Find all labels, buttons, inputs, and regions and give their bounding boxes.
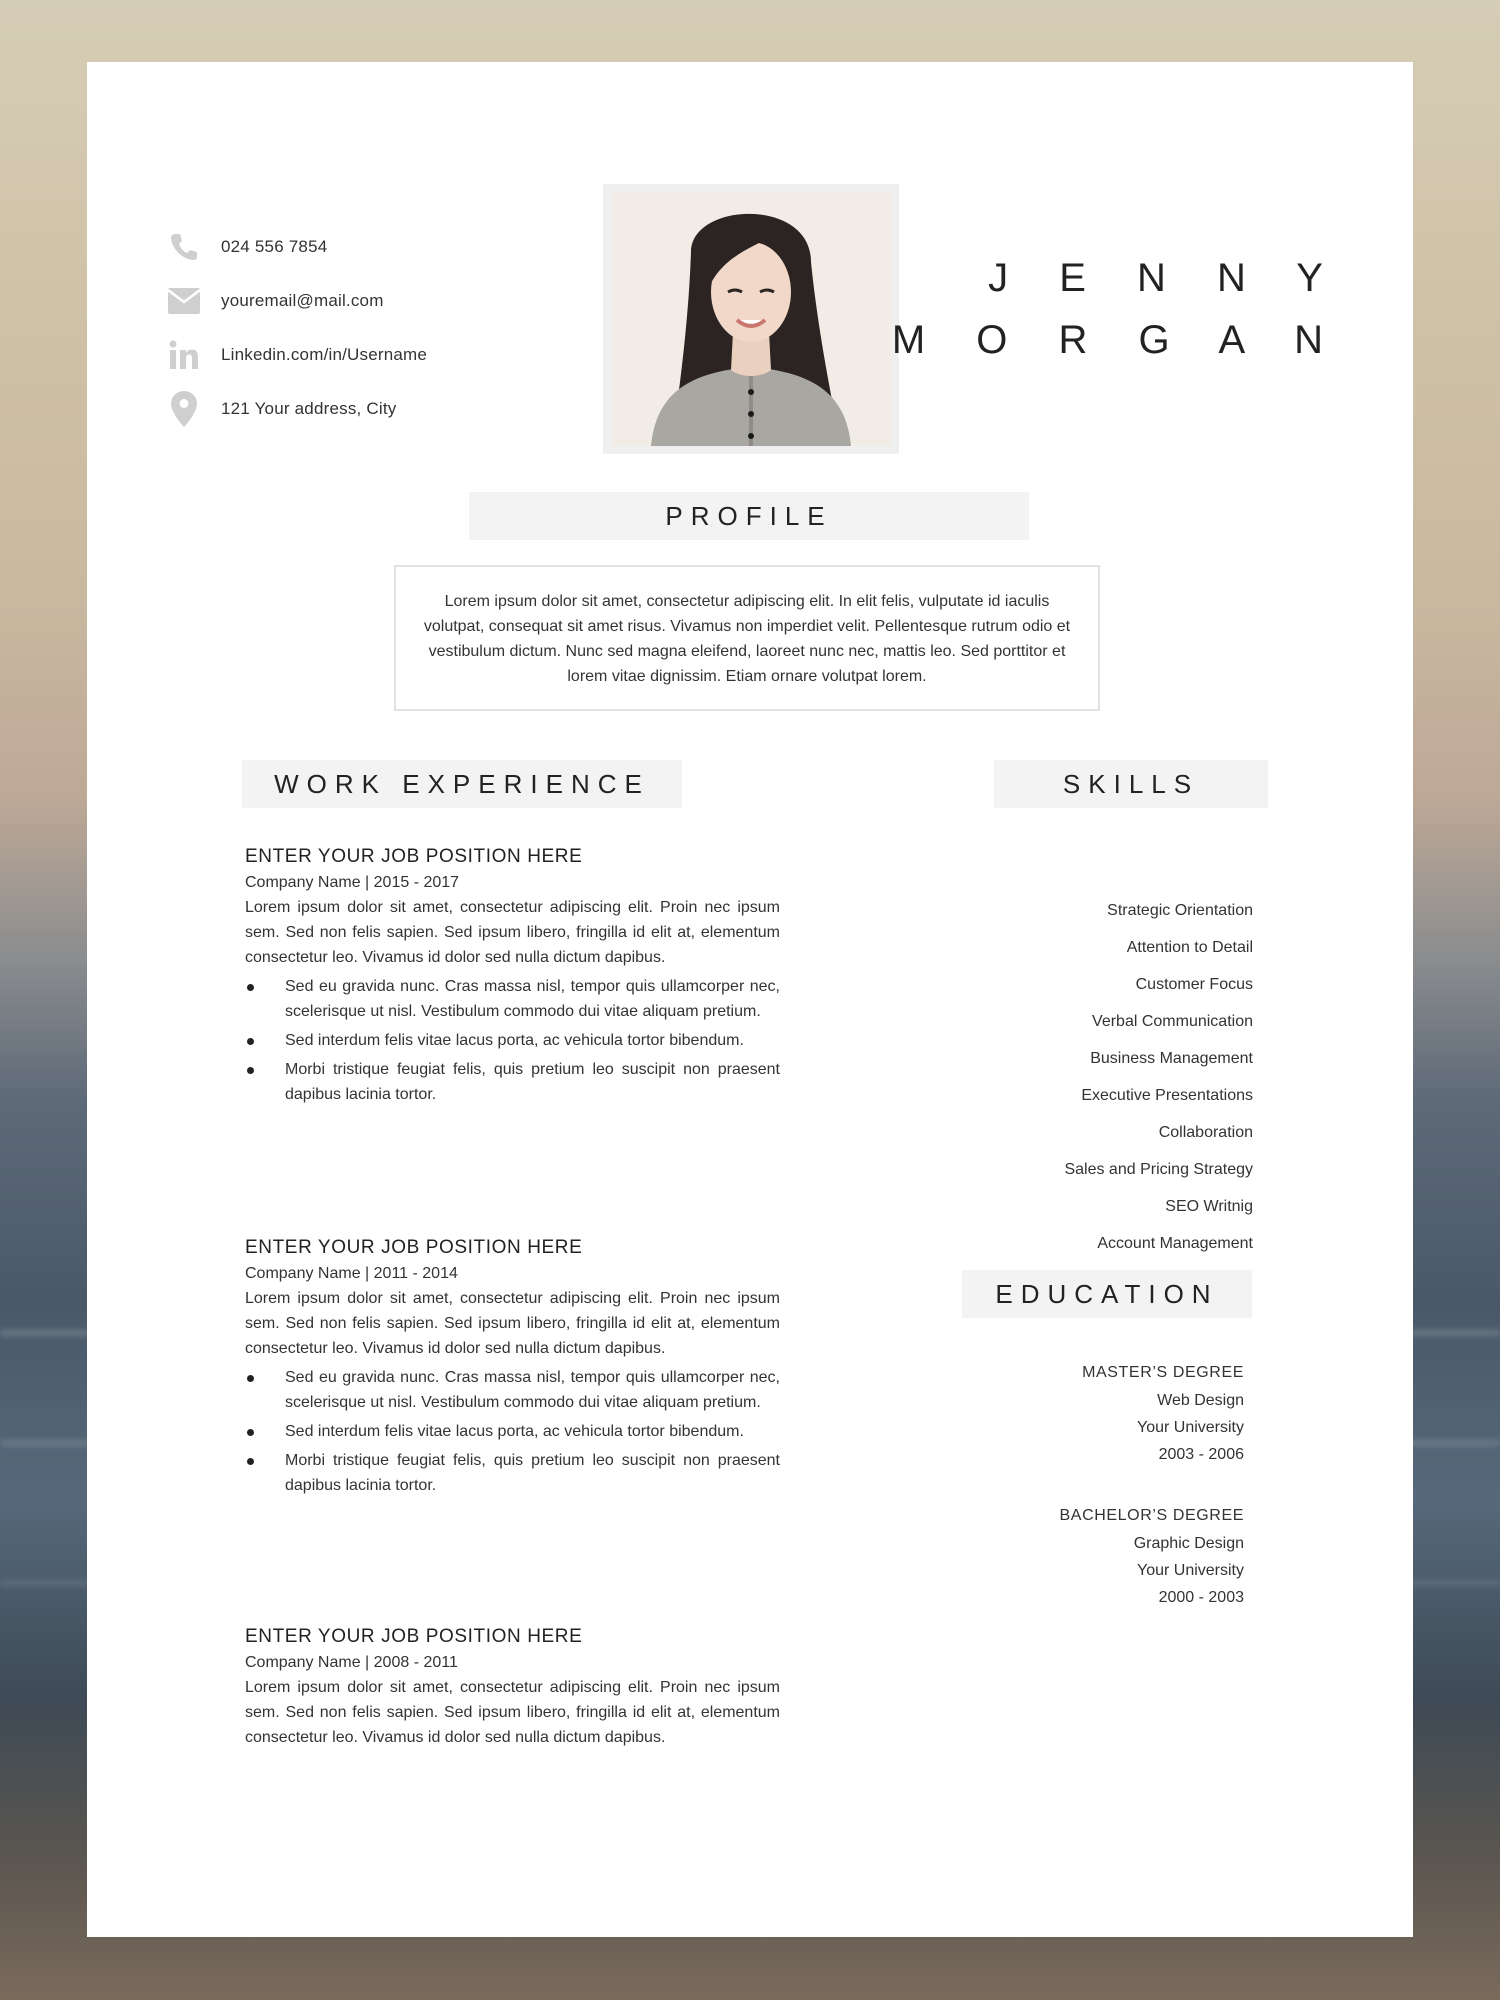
edu-field: Graphic Design — [1133, 1535, 1244, 1552]
job-company: Company Name | 2011 - 2014 — [245, 1265, 458, 1282]
education-heading: EDUCATION — [962, 1270, 1252, 1318]
skill-item: Collaboration — [1158, 1124, 1253, 1141]
profile-photo — [611, 192, 891, 446]
contact-address — [167, 382, 427, 436]
job-entry-1 — [245, 843, 780, 1111]
edu-school: Your University — [1136, 1419, 1244, 1436]
skill-item: Strategic Orientation — [1107, 902, 1253, 919]
linkedin-icon — [167, 338, 201, 372]
last-name: M O R G A N — [891, 318, 1343, 362]
job-title: ENTER YOUR JOB POSITION HERE — [245, 1237, 583, 1258]
contact-email — [167, 274, 427, 328]
phone-icon — [167, 230, 201, 264]
job-bullet: Sed interdum felis vitae lacus porta, ac vehicula tortor bibendum. — [245, 1028, 780, 1053]
phone-text: 024 556 7854 — [221, 237, 328, 256]
edu-years: 2003 - 2006 — [1158, 1446, 1244, 1463]
edu-degree: BACHELOR’S DEGREE — [1059, 1507, 1244, 1524]
skill-item: SEO Writnig — [1165, 1198, 1253, 1215]
job-bullet: Sed interdum felis vitae lacus porta, ac vehicula tortor bibendum. — [245, 1419, 780, 1444]
job-description: Lorem ipsum dolor sit amet, consectetur adipiscing elit. Proin nec ipsum sem. Sed non felis sapien. Sed ipsum libero, fringilla id elit at, elementum consectetur leo. Vivamus id dolor sed nulla dictum dapibus. — [245, 899, 780, 966]
edu-degree: MASTER’S DEGREE — [1082, 1364, 1244, 1381]
job-company: Company Name | 2015 - 2017 — [245, 874, 460, 891]
job-description: Lorem ipsum dolor sit amet, consectetur adipiscing elit. Proin nec ipsum sem. Sed non felis sapien. Sed ipsum libero, fringilla id elit at, elementum consectetur leo. Vivamus id dolor sed nulla dictum dapibus. — [245, 1290, 780, 1357]
candidate-name — [892, 247, 1343, 371]
skill-item: Account Management — [1097, 1235, 1253, 1252]
contact-phone — [167, 220, 427, 274]
job-description: Lorem ipsum dolor sit amet, consectetur adipiscing elit. Proin nec ipsum sem. Sed non felis sapien. Sed ipsum libero, fringilla id elit at, elementum consectetur leo. Vivamus id dolor sed nulla dictum dapibus. — [245, 1679, 780, 1746]
job-entry-2 — [245, 1234, 780, 1502]
contact-list — [167, 220, 427, 436]
job-bullet: Morbi tristique feugiat felis, quis pretium leo suscipit non praesent dapibus lacinia tortor. — [245, 1057, 780, 1107]
skills-list — [1064, 898, 1253, 1268]
job-entry-3 — [245, 1623, 780, 1750]
job-bullet-list — [245, 974, 780, 1107]
job-bullet: Sed eu gravida nunc. Cras massa nisl, tempor quis ullamcorper nec, scelerisque ut nisl. Vestibulum commodo dui vitae aliquam pretium. — [245, 974, 780, 1024]
profile-text: Lorem ipsum dolor sit amet, consectetur adipiscing elit. In elit felis, vulputate id iaculis volutpat, consequat sit amet risus. Vivamus non imperdiet velit. Pellentesque rutrum odio et vestibulum dictum. Nunc sed magna eleifend, laoreet nunc nec, mattis leo. Sed porttitor et lorem vitae dignissim. Etiam ornare volutpat lorem. — [394, 565, 1100, 711]
job-bullet-list — [245, 1365, 780, 1498]
address-text: 121 Your address, City — [221, 399, 397, 418]
resume-page — [87, 62, 1413, 1937]
skills-heading: SKILLS — [994, 760, 1268, 808]
skill-item: Business Management — [1090, 1050, 1253, 1067]
edu-years: 2000 - 2003 — [1158, 1589, 1244, 1606]
skill-item: Attention to Detail — [1126, 939, 1253, 956]
first-name: J E N N Y — [988, 256, 1343, 300]
location-pin-icon — [167, 392, 201, 426]
envelope-icon — [167, 284, 201, 318]
job-bullet: Morbi tristique feugiat felis, quis pretium leo suscipit non praesent dapibus lacinia tortor. — [245, 1448, 780, 1498]
job-company: Company Name | 2008 - 2011 — [245, 1654, 458, 1671]
contact-linkedin — [167, 328, 427, 382]
email-text: youremail@mail.com — [221, 291, 384, 310]
skill-item: Sales and Pricing Strategy — [1064, 1161, 1253, 1178]
profile-photo-frame — [603, 184, 899, 454]
skill-item: Executive Presentations — [1081, 1087, 1253, 1104]
work-experience-heading: WORK EXPERIENCE — [242, 760, 682, 808]
linkedin-text: Linkedin.com/in/Username — [221, 345, 428, 364]
education-entry-1 — [1082, 1359, 1244, 1468]
job-title: ENTER YOUR JOB POSITION HERE — [245, 846, 583, 867]
job-title: ENTER YOUR JOB POSITION HERE — [245, 1626, 583, 1647]
skill-item: Customer Focus — [1135, 976, 1253, 993]
job-bullet: Sed eu gravida nunc. Cras massa nisl, tempor quis ullamcorper nec, scelerisque ut nisl. Vestibulum commodo dui vitae aliquam pretium. — [245, 1365, 780, 1415]
edu-field: Web Design — [1157, 1392, 1244, 1409]
edu-school: Your University — [1136, 1562, 1244, 1579]
education-entry-2 — [1060, 1502, 1244, 1611]
skill-item: Verbal Communication — [1092, 1013, 1253, 1030]
profile-heading: PROFILE — [469, 492, 1029, 540]
